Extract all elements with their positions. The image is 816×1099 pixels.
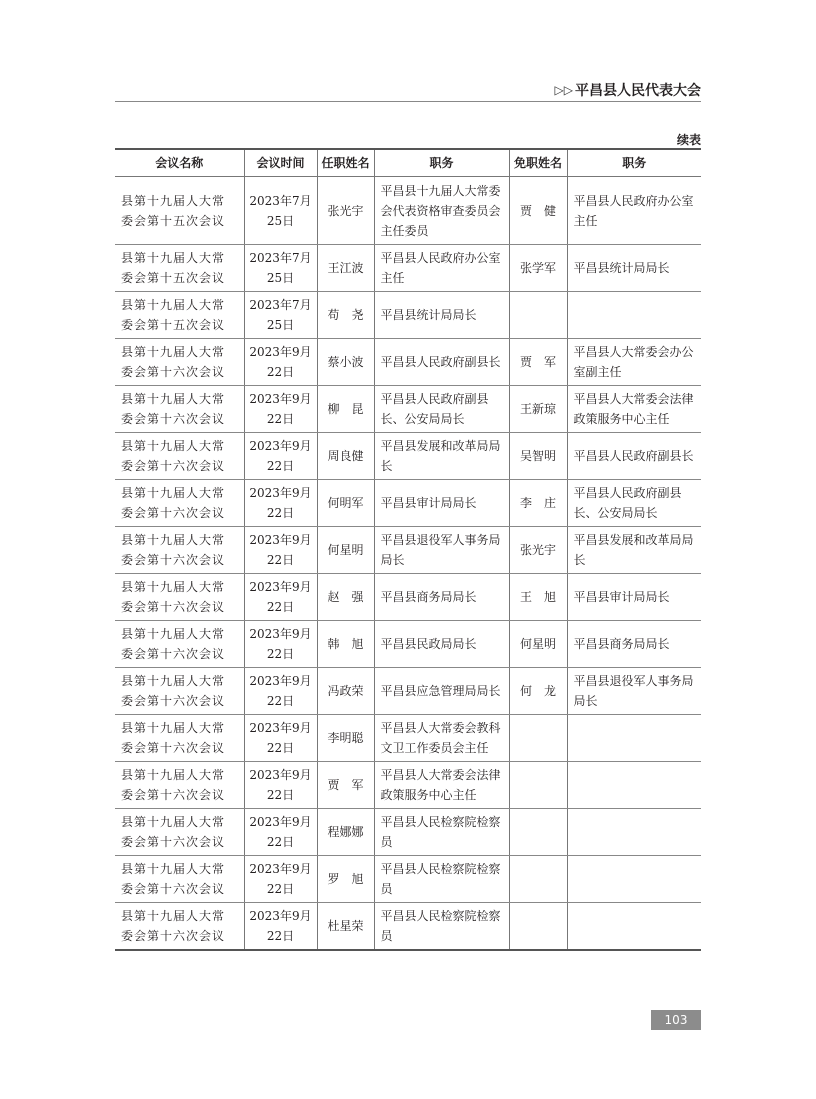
table-row — [115, 762, 701, 809]
removed-post-cell — [567, 715, 701, 762]
appointee-post-cell — [374, 621, 509, 668]
meeting-name-text: 县第十九届人大常委会第十六次会议 — [121, 580, 226, 614]
appointee-post-text: 平昌县十九届人大常委会代表资格审查委员会主任委员 — [380, 183, 501, 238]
appointee-name-cell — [317, 480, 374, 527]
appointee-post-cell — [374, 245, 509, 292]
removed-post-cell — [567, 762, 701, 809]
appointee-post-text: 平昌县人民检察院检察员 — [380, 862, 501, 896]
appointee-post-cell — [374, 339, 509, 386]
table-row — [115, 809, 701, 856]
removed-name-text: 张学军 — [519, 261, 556, 275]
column-header-removed: 免职姓名 — [509, 149, 567, 177]
table-row — [115, 715, 701, 762]
table-row — [115, 177, 701, 245]
removed-name-text: 李庄 — [520, 496, 556, 510]
removed-name-cell — [509, 527, 567, 574]
page-number: 103 — [651, 1010, 701, 1030]
appointee-name-text: 王江波 — [327, 261, 364, 275]
appointee-post-text: 平昌县人大常委会法律政策服务中心主任 — [380, 768, 501, 802]
meeting-name-text: 县第十九届人大常委会第十五次会议 — [121, 193, 226, 228]
appointee-post-text: 平昌县商务局局长 — [380, 590, 477, 604]
removed-post-cell — [567, 433, 701, 480]
meeting-name-cell — [115, 668, 244, 715]
appointee-name-text: 张光宇 — [327, 203, 364, 218]
removed-name-cell — [509, 292, 567, 339]
table-row — [115, 856, 701, 903]
appointee-post-cell — [374, 762, 509, 809]
appointee-name-text: 何明军 — [327, 496, 364, 510]
table-row — [115, 386, 701, 433]
meeting-date-text: 2023年9月22日 — [249, 392, 312, 426]
removed-post-cell — [567, 574, 701, 621]
removed-name-cell — [509, 621, 567, 668]
appointee-name-text: 赵强 — [327, 590, 364, 604]
meeting-date-text: 2023年9月22日 — [249, 815, 312, 849]
meeting-name-text: 县第十九届人大常委会第十六次会议 — [121, 862, 226, 896]
removed-post-text: 平昌县发展和改革局局长 — [573, 533, 694, 567]
meeting-date-text: 2023年9月22日 — [249, 721, 312, 755]
appointee-post-cell — [374, 433, 509, 480]
meeting-name-cell — [115, 809, 244, 856]
meeting-name-text: 县第十九届人大常委会第十五次会议 — [121, 298, 226, 332]
appointee-name-cell — [317, 621, 374, 668]
appointee-post-text: 平昌县应急管理局局长 — [380, 684, 501, 698]
appointee-name-cell — [317, 574, 374, 621]
table-row — [115, 621, 701, 668]
meeting-date-text: 2023年9月22日 — [249, 345, 312, 379]
meeting-name-cell — [115, 386, 244, 433]
running-header — [555, 80, 701, 100]
double-triangle-icon: ▷▷ — [554, 83, 573, 97]
appointee-name-cell — [317, 809, 374, 856]
meeting-date-cell — [244, 480, 317, 527]
removed-post-cell — [567, 245, 701, 292]
removed-name-text: 张光宇 — [519, 543, 556, 557]
column-header-appointee: 任职姓名 — [317, 149, 374, 177]
removed-post-cell — [567, 339, 701, 386]
meeting-name-cell — [115, 433, 244, 480]
removed-name-cell — [509, 668, 567, 715]
meeting-name-text: 县第十九届人大常委会第十六次会议 — [121, 533, 226, 567]
appointee-name-text: 柳昆 — [327, 402, 364, 416]
appointee-name-cell — [317, 715, 374, 762]
removed-name-text: 吴智明 — [519, 449, 556, 463]
meeting-date-cell — [244, 386, 317, 433]
removed-name-text: 贾军 — [520, 355, 556, 369]
appointee-name-text: 冯政荣 — [327, 684, 364, 698]
table-row — [115, 574, 701, 621]
removed-post-cell — [567, 386, 701, 433]
column-header-date: 会议时间 — [244, 149, 317, 177]
appointee-name-cell — [317, 903, 374, 951]
removed-post-cell — [567, 903, 701, 951]
meeting-date-text: 2023年9月22日 — [249, 627, 312, 661]
meeting-name-text: 县第十九届人大常委会第十六次会议 — [121, 721, 226, 755]
removed-name-cell — [509, 177, 567, 245]
appointee-post-cell — [374, 856, 509, 903]
appointee-post-cell — [374, 177, 509, 245]
removed-name-text: 何星明 — [519, 637, 556, 651]
removed-name-cell — [509, 903, 567, 951]
meeting-name-cell — [115, 715, 244, 762]
removed-name-cell — [509, 762, 567, 809]
appointee-name-cell — [317, 856, 374, 903]
appointee-post-text: 平昌县人大常委会教科文卫工作委员会主任 — [380, 721, 501, 755]
table-row — [115, 292, 701, 339]
table-row — [115, 433, 701, 480]
appointee-name-cell — [317, 527, 374, 574]
table-header-row — [115, 149, 701, 177]
table-row — [115, 245, 701, 292]
removed-post-cell — [567, 292, 701, 339]
meeting-date-text: 2023年9月22日 — [249, 486, 312, 520]
meeting-name-text: 县第十九届人大常委会第十六次会议 — [121, 486, 226, 520]
meeting-name-text: 县第十九届人大常委会第十六次会议 — [121, 439, 226, 473]
meeting-name-text: 县第十九届人大常委会第十六次会议 — [121, 392, 226, 426]
removed-name-cell — [509, 809, 567, 856]
removed-post-text: 平昌县审计局局长 — [573, 590, 670, 604]
meeting-date-text: 2023年9月22日 — [249, 533, 312, 567]
removed-post-cell — [567, 856, 701, 903]
removed-post-cell — [567, 621, 701, 668]
appointee-name-cell — [317, 386, 374, 433]
appointee-name-cell — [317, 292, 374, 339]
meeting-name-cell — [115, 177, 244, 245]
meeting-date-text: 2023年9月22日 — [249, 580, 312, 614]
meeting-date-text: 2023年9月22日 — [249, 909, 312, 943]
appointee-post-text: 平昌县人民检察院检察员 — [380, 815, 501, 849]
meeting-date-cell — [244, 292, 317, 339]
meeting-date-text: 2023年9月22日 — [249, 674, 312, 708]
table-row — [115, 668, 701, 715]
removed-name-text: 贾健 — [520, 203, 556, 218]
meeting-name-cell — [115, 574, 244, 621]
appointee-post-text: 平昌县审计局局长 — [380, 496, 477, 510]
meeting-date-cell — [244, 339, 317, 386]
removed-post-text: 平昌县统计局局长 — [573, 261, 670, 275]
table-row — [115, 339, 701, 386]
removed-name-text: 王新琼 — [519, 402, 556, 416]
appointee-post-cell — [374, 386, 509, 433]
appointee-name-text: 蔡小波 — [327, 355, 364, 369]
removed-post-text: 平昌县人大常委会法律政策服务中心主任 — [573, 392, 694, 426]
meeting-date-cell — [244, 715, 317, 762]
removed-post-cell — [567, 527, 701, 574]
meeting-date-cell — [244, 809, 317, 856]
meeting-date-text: 2023年9月22日 — [249, 768, 312, 802]
appointee-name-cell — [317, 245, 374, 292]
appointment-removal-table — [115, 148, 701, 951]
removed-name-cell — [509, 480, 567, 527]
meeting-name-text: 县第十九届人大常委会第十五次会议 — [121, 251, 226, 285]
table-row — [115, 903, 701, 951]
meeting-name-cell — [115, 762, 244, 809]
meeting-date-cell — [244, 762, 317, 809]
appointee-name-cell — [317, 339, 374, 386]
meeting-name-cell — [115, 621, 244, 668]
column-header-appointee-post: 职务 — [374, 149, 509, 177]
appointee-post-text: 平昌县统计局局长 — [380, 308, 477, 322]
meeting-name-text: 县第十九届人大常委会第十六次会议 — [121, 345, 226, 379]
removed-name-cell — [509, 574, 567, 621]
appointee-name-text: 李明聪 — [327, 731, 364, 745]
meeting-date-cell — [244, 527, 317, 574]
removed-name-cell — [509, 856, 567, 903]
meeting-name-cell — [115, 292, 244, 339]
meeting-date-text: 2023年7月25日 — [249, 251, 312, 285]
removed-post-text: 平昌县退役军人事务局局长 — [573, 674, 694, 708]
meeting-date-cell — [244, 177, 317, 245]
removed-post-cell — [567, 668, 701, 715]
removed-name-text: 何龙 — [520, 684, 556, 698]
appointee-post-text: 平昌县发展和改革局局长 — [380, 439, 501, 473]
meeting-date-cell — [244, 621, 317, 668]
meeting-date-cell — [244, 903, 317, 951]
removed-name-cell — [509, 386, 567, 433]
removed-name-text: 王旭 — [520, 590, 556, 604]
meeting-name-cell — [115, 339, 244, 386]
meeting-name-cell — [115, 903, 244, 951]
meeting-name-text: 县第十九届人大常委会第十六次会议 — [121, 627, 226, 661]
appointee-post-text: 平昌县民政局局长 — [380, 637, 477, 651]
appointee-post-cell — [374, 715, 509, 762]
appointee-name-text: 韩旭 — [327, 637, 364, 651]
appointee-name-text: 贾军 — [327, 778, 364, 792]
appointee-post-cell — [374, 668, 509, 715]
meeting-name-cell — [115, 245, 244, 292]
removed-post-text: 平昌县人大常委会办公室副主任 — [573, 345, 694, 379]
meeting-date-cell — [244, 856, 317, 903]
meeting-date-cell — [244, 245, 317, 292]
removed-post-cell — [567, 809, 701, 856]
removed-name-cell — [509, 245, 567, 292]
appointee-post-text: 平昌县人民检察院检察员 — [380, 909, 501, 943]
column-header-removed-post: 职务 — [567, 149, 701, 177]
running-header-title: 平昌县人民代表大会 — [575, 83, 701, 99]
meeting-name-text: 县第十九届人大常委会第十六次会议 — [121, 909, 226, 943]
meeting-name-cell — [115, 480, 244, 527]
removed-post-cell — [567, 480, 701, 527]
continued-table-label: 续表 — [676, 133, 701, 147]
removed-post-cell — [567, 177, 701, 245]
meeting-date-cell — [244, 668, 317, 715]
removed-name-cell — [509, 715, 567, 762]
column-header-meeting: 会议名称 — [115, 149, 244, 177]
appointee-post-cell — [374, 480, 509, 527]
appointee-post-text: 平昌县人民政府副县长 — [380, 355, 501, 369]
meeting-date-text: 2023年9月22日 — [249, 439, 312, 473]
removed-post-text: 平昌县人民政府副县长 — [573, 449, 694, 463]
table-row — [115, 527, 701, 574]
appointee-name-cell — [317, 177, 374, 245]
meeting-date-cell — [244, 433, 317, 480]
removed-name-cell — [509, 339, 567, 386]
appointee-post-cell — [374, 809, 509, 856]
appointee-post-cell — [374, 574, 509, 621]
appointee-post-text: 平昌县退役军人事务局局长 — [380, 533, 501, 567]
meeting-date-cell — [244, 574, 317, 621]
appointee-name-text: 何星明 — [327, 543, 364, 557]
appointee-name-text: 罗旭 — [327, 872, 364, 886]
meeting-date-text: 2023年7月25日 — [249, 193, 312, 228]
removed-post-text: 平昌县商务局局长 — [573, 637, 670, 651]
meeting-name-text: 县第十九届人大常委会第十六次会议 — [121, 674, 226, 708]
appointee-name-text: 周良健 — [327, 449, 364, 463]
appointee-name-text: 苟尧 — [327, 308, 364, 322]
table-row — [115, 480, 701, 527]
meeting-date-text: 2023年7月25日 — [249, 298, 312, 332]
appointee-post-cell — [374, 292, 509, 339]
meeting-date-text: 2023年9月22日 — [249, 862, 312, 896]
appointee-post-cell — [374, 527, 509, 574]
appointee-name-cell — [317, 433, 374, 480]
meeting-name-cell — [115, 856, 244, 903]
appointee-name-text: 程娜娜 — [327, 825, 364, 839]
header-divider — [115, 101, 701, 102]
removed-post-text: 平昌县人民政府副县长、公安局局长 — [573, 486, 682, 520]
meeting-name-cell — [115, 527, 244, 574]
meeting-name-text: 县第十九届人大常委会第十六次会议 — [121, 815, 226, 849]
appointee-name-cell — [317, 668, 374, 715]
meeting-name-text: 县第十九届人大常委会第十六次会议 — [121, 768, 226, 802]
removed-name-cell — [509, 433, 567, 480]
appointee-post-cell — [374, 903, 509, 951]
appointee-post-text: 平昌县人民政府办公室主任 — [380, 251, 501, 285]
removed-post-text: 平昌县人民政府办公室主任 — [573, 193, 694, 228]
appointee-name-text: 杜星荣 — [327, 919, 364, 933]
appointee-name-cell — [317, 762, 374, 809]
appointee-post-text: 平昌县人民政府副县长、公安局局长 — [380, 392, 489, 426]
